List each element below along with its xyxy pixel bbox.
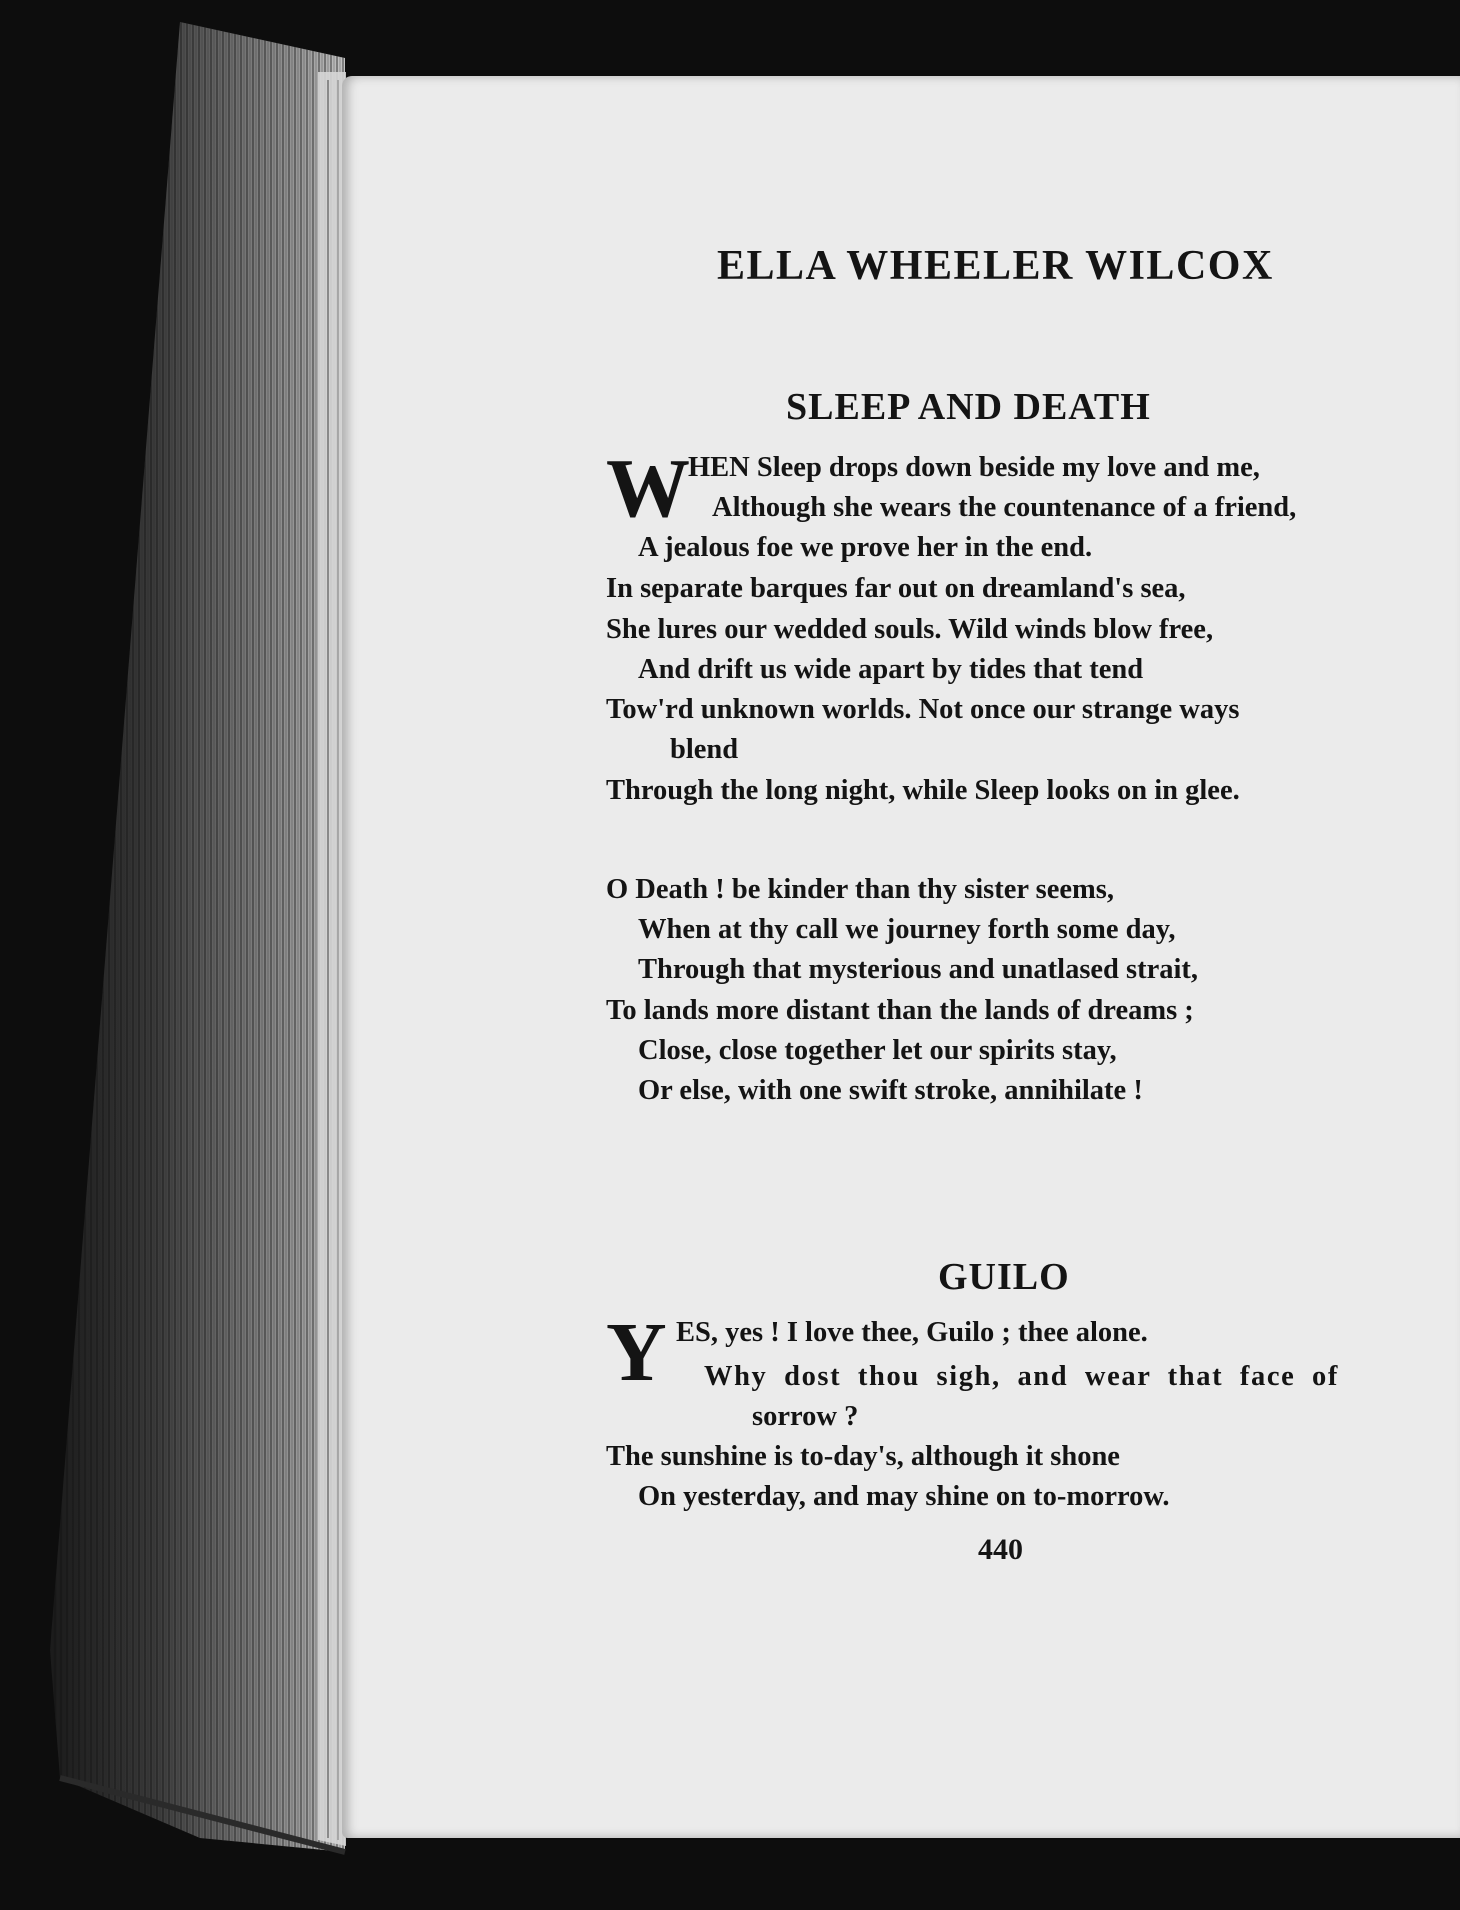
poem-line: In separate barques far out on dreamland's sea, [606, 573, 1186, 604]
poem-line: blend [670, 734, 739, 765]
poem-line: On yesterday, and may shine on to-morrow. [638, 1481, 1170, 1512]
drop-cap-w: W [606, 442, 690, 535]
poem-line: Why dost thou sigh, and wear that face of [704, 1361, 1339, 1392]
poem-title-sleep-and-death: SLEEP AND DEATH [786, 386, 1151, 428]
drop-cap-y: Y [606, 1306, 667, 1399]
poem-line: ES, yes ! I love thee, Guilo ; thee alone. [676, 1317, 1148, 1348]
running-head: ELLA WHEELER WILCOX [717, 243, 1274, 289]
poem-line: Tow'rd unknown worlds. Not once our strange ways [606, 694, 1240, 725]
poem-line: Or else, with one swift stroke, annihilate ! [638, 1075, 1143, 1106]
poem-line: When at thy call we journey forth some day, [638, 914, 1176, 945]
poem-title-guilo: GUILO [938, 1256, 1070, 1298]
poem-line: And drift us wide apart by tides that tend [638, 654, 1144, 685]
poem-line: A jealous foe we prove her in the end. [638, 532, 1093, 563]
poem-line: Through that mysterious and unatlased strait, [638, 954, 1199, 985]
poem-line: sorrow ? [752, 1401, 859, 1432]
poem-line: To lands more distant than the lands of dreams ; [606, 995, 1194, 1026]
poem-line: Although she wears the countenance of a friend, [712, 492, 1297, 523]
poem-line: Close, close together let our spirits stay, [638, 1035, 1117, 1066]
poem-line: Through the long night, while Sleep looks on in glee. [606, 775, 1240, 806]
poem-line: O Death ! be kinder than thy sister seems, [606, 874, 1114, 905]
poem-line: She lures our wedded souls. Wild winds blow free, [606, 614, 1214, 645]
page-number: 440 [978, 1533, 1023, 1566]
poem-line: HEN Sleep drops down beside my love and me, [688, 452, 1260, 483]
poem-line: The sunshine is to-day's, although it shone [606, 1441, 1120, 1472]
